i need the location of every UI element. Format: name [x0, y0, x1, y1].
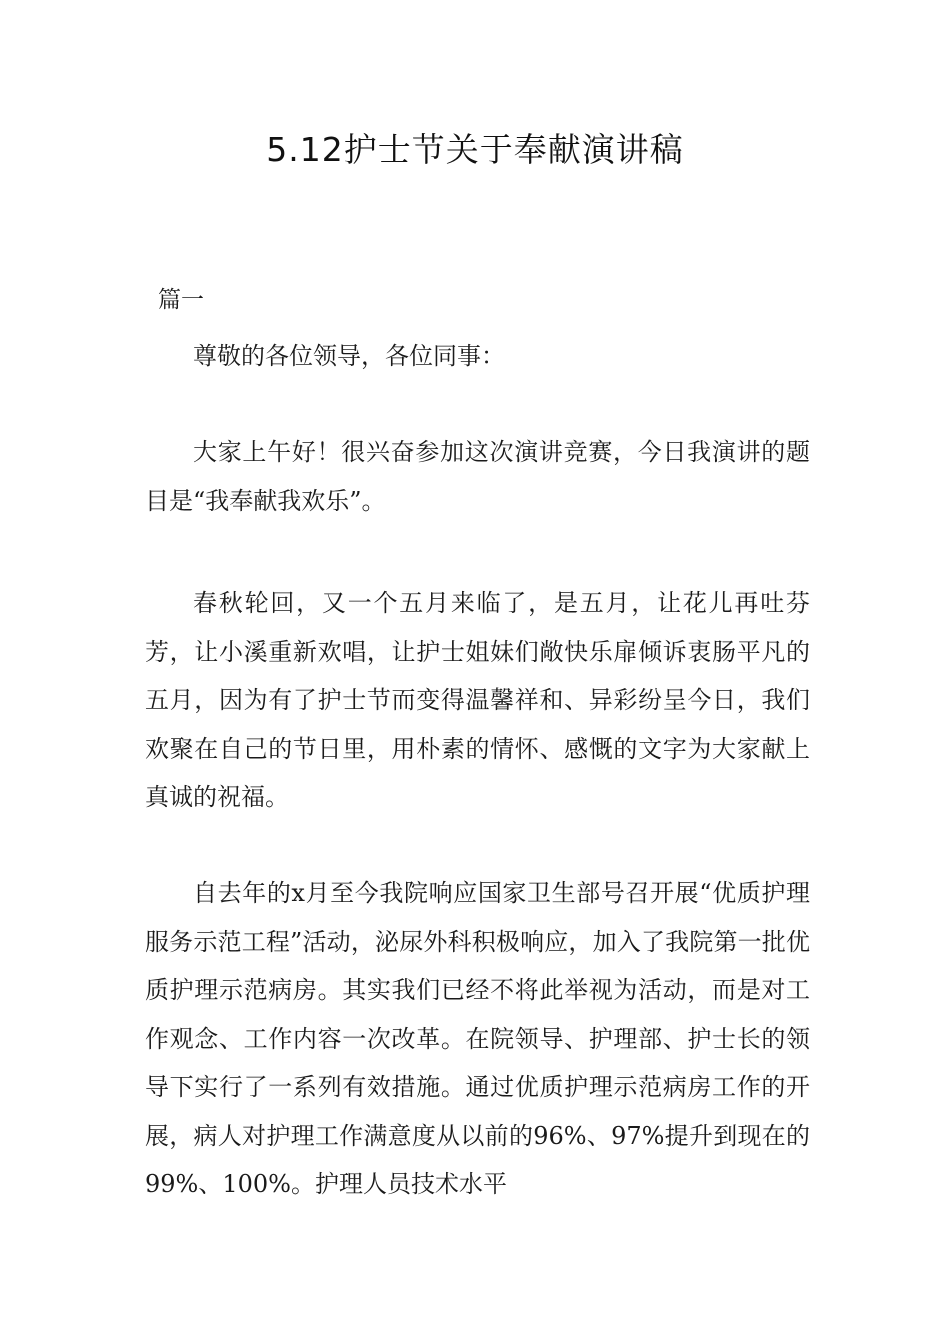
body-paragraph-3: 自去年的x月至今我院响应国家卫生部号召开展“优质护理服务示范工程”活动，泌尿外科积极响应，加入了我院第一批优质护理示范病房。其实我们已经不将此举视为活动，而是对工作观念、工作内容一次改革。在院领导、护理部、护士长的领导下实行了一系列有效措施。通过优质护理示范病房工作的开展，病人对护理工作满意度从以前的96%、97%提升到现在的99%、100%。护理人员技术水平 — [145, 879, 810, 1198]
body-paragraph-2: 春秋轮回，又一个五月来临了，是五月，让花儿再吐芬芳，让小溪重新欢唱，让护士姐妹们敞快乐扉倾诉衷肠平凡的五月，因为有了护士节而变得温馨祥和、异彩纷呈今日，我们欢聚在自己的节日里，用朴素的情怀、感慨的文字为大家献上真诚的祝福。 — [145, 589, 810, 811]
section-label: 篇一 — [158, 287, 204, 313]
greeting-paragraph: 尊敬的各位领导，各位同事： — [193, 342, 505, 370]
body-paragraph-1: 大家上午好！很兴奋参加这次演讲竞赛，今日我演讲的题目是“我奉献我欢乐”。 — [145, 438, 810, 515]
document-title: 5.12护士节关于奉献演讲稿 — [266, 130, 684, 169]
